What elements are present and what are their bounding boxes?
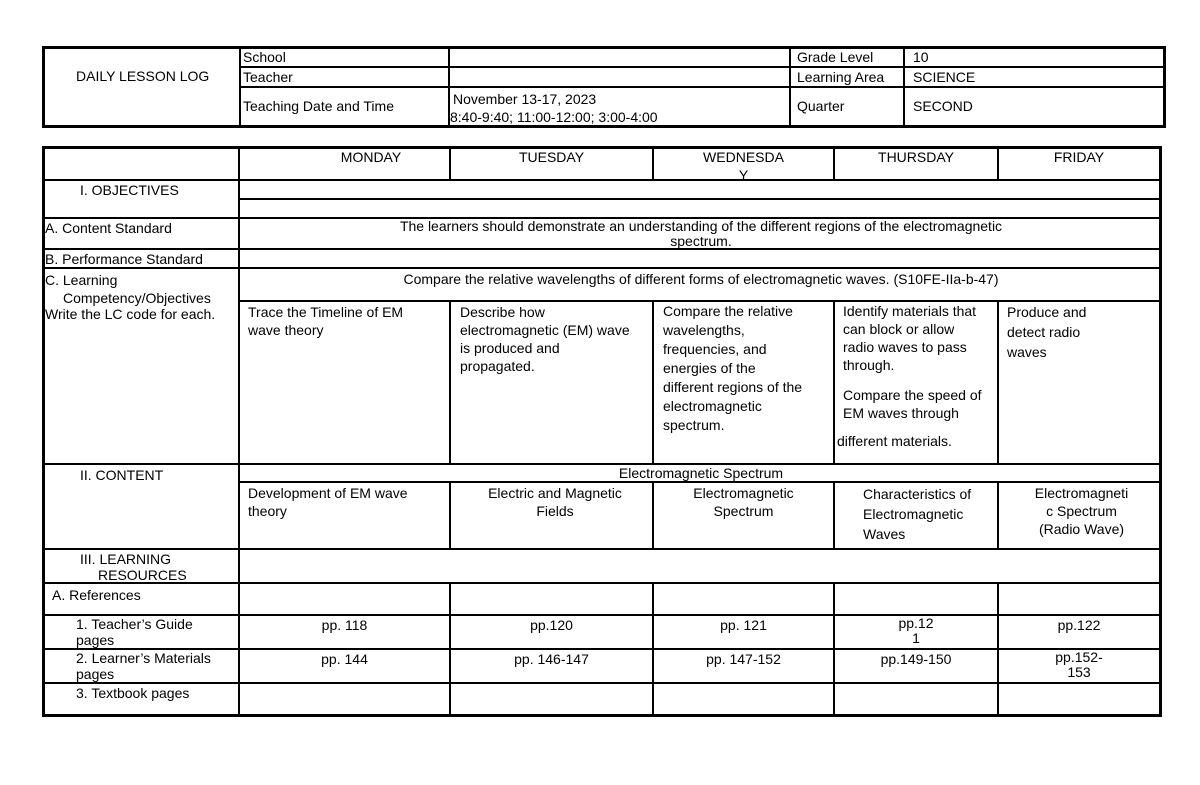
tg-pages-friday: pp.122	[1057, 617, 1101, 633]
date-value-line1: November 13-17, 2023	[453, 91, 597, 107]
topic-tuesday: Electric and Magnetic Fields	[488, 485, 622, 519]
label-competency-3: Write the LC code for each.	[45, 306, 216, 322]
lm-pages-thursday: pp.149-150	[880, 651, 952, 667]
tg-pages-tuesday: pp.120	[530, 617, 573, 633]
day-header-monday: MONDAY	[340, 149, 402, 165]
grade-value: 10	[913, 49, 929, 65]
label-resources-2: RESOURCES	[98, 567, 187, 583]
area-label: Learning Area	[797, 69, 885, 85]
topic-thursday: Characteristics of Electromagnetic Waves	[863, 486, 972, 542]
label-learners-materials: 2. Learner’s Materials pages	[76, 650, 211, 682]
label-resources-1: III. LEARNING	[80, 551, 172, 567]
tg-pages-wednesday: pp. 121	[720, 617, 767, 633]
lm-pages-monday: pp. 144	[321, 651, 368, 667]
grade-label: Grade Level	[797, 49, 874, 65]
topic-monday: Development of EM wave theory	[248, 485, 408, 519]
objective-thursday-1: Identify materials that can block or allow radio waves to pass through.	[843, 303, 977, 373]
lm-pages-wednesday: pp. 147-152	[706, 651, 781, 667]
day-header-tuesday: TUESDAY	[518, 149, 585, 165]
day-header-friday: FRIDAY	[1053, 149, 1105, 165]
label-competency-1: C. Learning	[45, 272, 118, 288]
label-references: A. References	[52, 587, 141, 603]
tg-pages-thursday: pp.12 1	[898, 615, 934, 646]
label-competency-2: Competency/Objectives	[63, 290, 211, 306]
lm-pages-friday: pp.152- 153	[1055, 649, 1103, 680]
objective-thursday-3: different materials.	[837, 433, 952, 449]
log-title: DAILY LESSON LOG	[76, 68, 210, 84]
teacher-label: Teacher	[243, 69, 293, 85]
label-teachers-guide: 1. Teacher’s Guide pages	[76, 616, 193, 648]
content-standard-text: The learners should demonstrate an understanding of the different regions of the electromagnetic spectrum.	[399, 218, 1003, 249]
quarter-label: Quarter	[797, 98, 845, 114]
school-label: School	[243, 49, 286, 65]
label-textbook: 3. Textbook pages	[76, 685, 190, 701]
label-objectives: I. OBJECTIVES	[80, 182, 179, 198]
competency-text: Compare the relative wavelengths of different forms of electromagnetic waves. (S10FE-IIa-b-47)	[403, 271, 999, 287]
objective-friday: Produce and detect radio waves	[1007, 304, 1087, 360]
topic-wednesday: Electromagnetic Spectrum	[693, 485, 794, 519]
label-content-standard: A. Content Standard	[45, 220, 172, 236]
tg-pages-monday: pp. 118	[321, 617, 368, 633]
objective-wednesday: Compare the relative wavelengths, frequencies, and energies of the different regions of the electromagnetic spectrum.	[663, 303, 803, 433]
topic-friday: Electromagneti c Spectrum (Radio Wave)	[1034, 485, 1129, 537]
day-header-thursday: THURSDAY	[878, 149, 954, 165]
quarter-value: SECOND	[913, 98, 973, 114]
objective-monday: Trace the Timeline of EM wave theory	[248, 304, 404, 338]
date-label: Teaching Date and Time	[243, 98, 394, 114]
objective-tuesday: Describe how electromagnetic (EM) wave is produced and propagated.	[460, 304, 630, 374]
area-value: SCIENCE	[913, 69, 976, 85]
label-performance-standard: B. Performance Standard	[45, 251, 203, 267]
label-content: II. CONTENT	[80, 467, 164, 483]
day-header-wednesday: WEDNESDA Y	[703, 149, 784, 183]
lm-pages-tuesday: pp. 146-147	[514, 651, 589, 667]
date-value-line2: 8:40-9:40; 11:00-12:00; 3:00-4:00	[450, 109, 658, 125]
objective-thursday-2: Compare the speed of EM waves through	[843, 387, 982, 421]
content-title: Electromagnetic Spectrum	[618, 465, 784, 481]
